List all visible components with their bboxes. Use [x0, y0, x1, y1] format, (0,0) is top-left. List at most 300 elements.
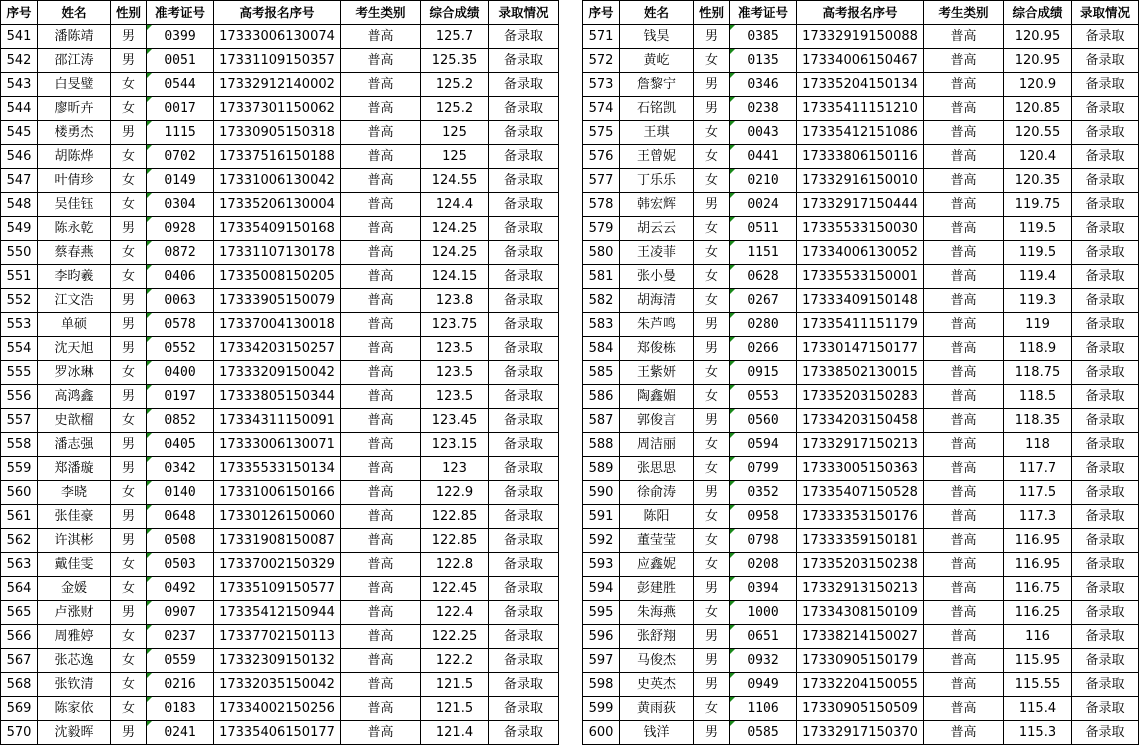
cell-name: 罗冰琳: [38, 361, 111, 385]
table-row: [1, 49, 559, 73]
cell-score: 124.25: [421, 241, 489, 265]
cell-status: 备录取: [489, 121, 559, 145]
cell-category: 普高: [924, 25, 1004, 49]
cell-status: 备录取: [489, 577, 559, 601]
cell-score: 123.45: [421, 409, 489, 433]
cell-category: 普高: [924, 169, 1004, 193]
cell-category: 普高: [924, 481, 1004, 505]
cell-reg-number: 17334006150467: [797, 49, 924, 73]
cell-name: 应鑫妮: [620, 553, 694, 577]
cell-category: 普高: [341, 289, 421, 313]
cell-exam-id: 0799: [730, 457, 797, 481]
cell-category: 普高: [341, 169, 421, 193]
cell-name: 张芯逸: [38, 649, 111, 673]
cell-gender: 女: [111, 73, 147, 97]
cell-category: 普高: [341, 121, 421, 145]
header-gender: 性别: [111, 1, 147, 25]
table-row: [1, 217, 559, 241]
cell-gender: 女: [694, 241, 730, 265]
cell-seq: 579: [583, 217, 620, 241]
cell-name: 廖昕卉: [38, 97, 111, 121]
cell-exam-id: 0400: [147, 361, 214, 385]
cell-name: 韩宏辉: [620, 193, 694, 217]
cell-seq: 555: [1, 361, 38, 385]
cell-name: 钱洋: [620, 721, 694, 745]
cell-reg-number: 17335411151210: [797, 97, 924, 121]
cell-score: 124.55: [421, 169, 489, 193]
cell-category: 普高: [924, 361, 1004, 385]
cell-status: 备录取: [1072, 97, 1139, 121]
header-gender: 性别: [694, 1, 730, 25]
cell-gender: 男: [111, 433, 147, 457]
cell-score: 119: [1004, 313, 1072, 337]
cell-reg-number: 17333209150042: [214, 361, 341, 385]
cell-seq: 566: [1, 625, 38, 649]
cell-gender: 女: [111, 145, 147, 169]
cell-exam-id: 0492: [147, 577, 214, 601]
table-row: [1, 265, 559, 289]
cell-name: 郑潘璇: [38, 457, 111, 481]
cell-exam-id: 0441: [730, 145, 797, 169]
table-row: [583, 529, 1139, 553]
table-row: [1, 169, 559, 193]
cell-score: 124.15: [421, 265, 489, 289]
cell-category: 普高: [341, 313, 421, 337]
table-row: [1, 505, 559, 529]
cell-score: 122.85: [421, 529, 489, 553]
cell-seq: 577: [583, 169, 620, 193]
header-exam-id: 准考证号: [730, 1, 797, 25]
cell-score: 117.5: [1004, 481, 1072, 505]
cell-gender: 女: [111, 649, 147, 673]
cell-reg-number: 17335409150168: [214, 217, 341, 241]
cell-reg-number: 17330905150179: [797, 649, 924, 673]
cell-category: 普高: [924, 337, 1004, 361]
cell-score: 116.95: [1004, 529, 1072, 553]
cell-reg-number: 17331006150166: [214, 481, 341, 505]
table-row: [583, 337, 1139, 361]
cell-exam-id: 0197: [147, 385, 214, 409]
cell-reg-number: 17330905150509: [797, 697, 924, 721]
cell-status: 备录取: [489, 73, 559, 97]
cell-name: 高鸿鑫: [38, 385, 111, 409]
cell-exam-id: 0578: [147, 313, 214, 337]
cell-seq: 554: [1, 337, 38, 361]
cell-seq: 583: [583, 313, 620, 337]
cell-reg-number: 17332913150213: [797, 577, 924, 601]
cell-seq: 559: [1, 457, 38, 481]
cell-status: 备录取: [489, 553, 559, 577]
cell-name: 王曾妮: [620, 145, 694, 169]
cell-gender: 女: [694, 601, 730, 625]
cell-seq: 584: [583, 337, 620, 361]
cell-status: 备录取: [1072, 145, 1139, 169]
cell-name: 陶鑫媚: [620, 385, 694, 409]
table-row: [1, 97, 559, 121]
cell-seq: 595: [583, 601, 620, 625]
cell-score: 120.9: [1004, 73, 1072, 97]
cell-score: 122.25: [421, 625, 489, 649]
cell-category: 普高: [924, 505, 1004, 529]
cell-status: 备录取: [1072, 169, 1139, 193]
cell-exam-id: 0559: [147, 649, 214, 673]
table-row: [583, 625, 1139, 649]
admission-table-left: [0, 0, 559, 745]
header-row: [1, 1, 559, 25]
cell-gender: 女: [111, 265, 147, 289]
cell-category: 普高: [341, 73, 421, 97]
header-reg-number: 高考报名序号: [214, 1, 341, 25]
cell-status: 备录取: [489, 625, 559, 649]
cell-gender: 男: [694, 73, 730, 97]
cell-exam-id: 0135: [730, 49, 797, 73]
cell-reg-number: 17332917150213: [797, 433, 924, 457]
cell-name: 陈家依: [38, 697, 111, 721]
cell-seq: 545: [1, 121, 38, 145]
cell-reg-number: 17337702150113: [214, 625, 341, 649]
cell-gender: 男: [694, 193, 730, 217]
cell-score: 119.5: [1004, 217, 1072, 241]
cell-status: 备录取: [489, 49, 559, 73]
cell-reg-number: 17334308150109: [797, 601, 924, 625]
cell-gender: 女: [111, 481, 147, 505]
cell-status: 备录取: [489, 505, 559, 529]
cell-seq: 576: [583, 145, 620, 169]
table-row: [1, 337, 559, 361]
cell-score: 122.4: [421, 601, 489, 625]
table-row: [1, 625, 559, 649]
cell-status: 备录取: [489, 169, 559, 193]
cell-exam-id: 0241: [147, 721, 214, 745]
table-row: [583, 721, 1139, 745]
cell-score: 124.25: [421, 217, 489, 241]
cell-gender: 男: [694, 313, 730, 337]
table-row: [583, 313, 1139, 337]
cell-name: 单硕: [38, 313, 111, 337]
cell-score: 121.5: [421, 697, 489, 721]
cell-status: 备录取: [1072, 481, 1139, 505]
cell-reg-number: 17335206130004: [214, 193, 341, 217]
table-row: [583, 241, 1139, 265]
table-row: [1, 193, 559, 217]
cell-seq: 562: [1, 529, 38, 553]
cell-name: 胡陈烨: [38, 145, 111, 169]
cell-status: 备录取: [1072, 241, 1139, 265]
cell-reg-number: 17334203150257: [214, 337, 341, 361]
table-row: [583, 649, 1139, 673]
cell-gender: 女: [694, 121, 730, 145]
table-row: [583, 193, 1139, 217]
admission-table-right: [582, 0, 1139, 745]
cell-score: 122.9: [421, 481, 489, 505]
header-status: 录取情况: [489, 1, 559, 25]
cell-score: 125.2: [421, 73, 489, 97]
table-row: [1, 385, 559, 409]
cell-score: 120.55: [1004, 121, 1072, 145]
cell-exam-id: 0508: [147, 529, 214, 553]
cell-gender: 男: [694, 337, 730, 361]
header-name: 姓名: [38, 1, 111, 25]
cell-score: 116.95: [1004, 553, 1072, 577]
cell-category: 普高: [924, 265, 1004, 289]
cell-gender: 男: [694, 649, 730, 673]
cell-seq: 587: [583, 409, 620, 433]
cell-status: 备录取: [489, 385, 559, 409]
cell-category: 普高: [924, 553, 1004, 577]
cell-exam-id: 0553: [730, 385, 797, 409]
cell-status: 备录取: [1072, 121, 1139, 145]
cell-name: 詹黎宁: [620, 73, 694, 97]
cell-seq: 565: [1, 601, 38, 625]
cell-exam-id: 0385: [730, 25, 797, 49]
cell-exam-id: 0183: [147, 697, 214, 721]
cell-category: 普高: [924, 193, 1004, 217]
cell-reg-number: 17335203150238: [797, 553, 924, 577]
table-body-left: [1, 25, 559, 745]
cell-name: 叶倩珍: [38, 169, 111, 193]
header-category: 考生类别: [341, 1, 421, 25]
table-row: [583, 577, 1139, 601]
cell-category: 普高: [924, 385, 1004, 409]
cell-score: 119.3: [1004, 289, 1072, 313]
cell-exam-id: 0560: [730, 409, 797, 433]
cell-reg-number: 17333006130071: [214, 433, 341, 457]
cell-seq: 596: [583, 625, 620, 649]
cell-score: 120.95: [1004, 25, 1072, 49]
cell-gender: 女: [111, 361, 147, 385]
table-row: [1, 73, 559, 97]
cell-gender: 女: [111, 409, 147, 433]
cell-reg-number: 17335407150528: [797, 481, 924, 505]
cell-gender: 女: [694, 457, 730, 481]
table-row: [583, 385, 1139, 409]
cell-gender: 女: [694, 385, 730, 409]
cell-seq: 556: [1, 385, 38, 409]
cell-reg-number: 17338214150027: [797, 625, 924, 649]
cell-seq: 542: [1, 49, 38, 73]
header-reg-number: 高考报名序号: [797, 1, 924, 25]
cell-status: 备录取: [1072, 577, 1139, 601]
cell-gender: 女: [111, 241, 147, 265]
table-row: [1, 241, 559, 265]
cell-exam-id: 0928: [147, 217, 214, 241]
cell-exam-id: 0872: [147, 241, 214, 265]
cell-name: 周洁丽: [620, 433, 694, 457]
table-row: [583, 145, 1139, 169]
cell-exam-id: 0798: [730, 529, 797, 553]
cell-score: 118.5: [1004, 385, 1072, 409]
cell-reg-number: 17334203150458: [797, 409, 924, 433]
cell-score: 118.9: [1004, 337, 1072, 361]
header-seq: 序号: [1, 1, 38, 25]
cell-gender: 男: [694, 577, 730, 601]
table-row: [583, 505, 1139, 529]
table-row: [1, 577, 559, 601]
cell-seq: 578: [583, 193, 620, 217]
table-row: [1, 121, 559, 145]
cell-category: 普高: [341, 25, 421, 49]
cell-name: 吴佳钰: [38, 193, 111, 217]
cell-name: 金媛: [38, 577, 111, 601]
cell-gender: 女: [694, 169, 730, 193]
cell-gender: 女: [694, 145, 730, 169]
cell-exam-id: 0405: [147, 433, 214, 457]
cell-seq: 581: [583, 265, 620, 289]
cell-status: 备录取: [1072, 313, 1139, 337]
cell-exam-id: 0628: [730, 265, 797, 289]
cell-seq: 567: [1, 649, 38, 673]
cell-name: 陈永乾: [38, 217, 111, 241]
cell-name: 郭俊言: [620, 409, 694, 433]
cell-status: 备录取: [1072, 649, 1139, 673]
cell-reg-number: 17332917150370: [797, 721, 924, 745]
header-score: 综合成绩: [421, 1, 489, 25]
cell-gender: 女: [111, 673, 147, 697]
table-row: [583, 457, 1139, 481]
cell-name: 石铭凯: [620, 97, 694, 121]
cell-seq: 569: [1, 697, 38, 721]
cell-reg-number: 17332916150010: [797, 169, 924, 193]
cell-seq: 574: [583, 97, 620, 121]
cell-reg-number: 17332204150055: [797, 673, 924, 697]
cell-exam-id: 0017: [147, 97, 214, 121]
cell-category: 普高: [341, 577, 421, 601]
cell-gender: 男: [111, 313, 147, 337]
cell-reg-number: 17334002150256: [214, 697, 341, 721]
cell-reg-number: 17333805150344: [214, 385, 341, 409]
table-row: [1, 433, 559, 457]
cell-score: 120.35: [1004, 169, 1072, 193]
cell-score: 123.5: [421, 361, 489, 385]
cell-category: 普高: [341, 481, 421, 505]
cell-category: 普高: [341, 217, 421, 241]
cell-reg-number: 17333806150116: [797, 145, 924, 169]
cell-status: 备录取: [1072, 409, 1139, 433]
cell-status: 备录取: [1072, 673, 1139, 697]
cell-exam-id: 0907: [147, 601, 214, 625]
cell-status: 备录取: [1072, 193, 1139, 217]
cell-status: 备录取: [1072, 217, 1139, 241]
cell-exam-id: 0280: [730, 313, 797, 337]
cell-name: 朱海燕: [620, 601, 694, 625]
cell-score: 118.35: [1004, 409, 1072, 433]
cell-gender: 女: [111, 193, 147, 217]
cell-category: 普高: [924, 433, 1004, 457]
cell-seq: 588: [583, 433, 620, 457]
cell-reg-number: 17335533150030: [797, 217, 924, 241]
cell-seq: 558: [1, 433, 38, 457]
cell-score: 115.4: [1004, 697, 1072, 721]
cell-name: 李晓: [38, 481, 111, 505]
cell-exam-id: 0544: [147, 73, 214, 97]
cell-status: 备录取: [489, 313, 559, 337]
cell-gender: 男: [111, 601, 147, 625]
cell-name: 张佳豪: [38, 505, 111, 529]
cell-status: 备录取: [1072, 433, 1139, 457]
cell-score: 115.55: [1004, 673, 1072, 697]
table-row: [583, 481, 1139, 505]
table-row: [583, 97, 1139, 121]
cell-status: 备录取: [489, 241, 559, 265]
cell-gender: 女: [111, 577, 147, 601]
header-status: 录取情况: [1072, 1, 1139, 25]
cell-gender: 女: [694, 553, 730, 577]
cell-status: 备录取: [489, 361, 559, 385]
table-row: [1, 145, 559, 169]
cell-exam-id: 0702: [147, 145, 214, 169]
cell-category: 普高: [924, 49, 1004, 73]
cell-name: 张舒翔: [620, 625, 694, 649]
cell-score: 122.85: [421, 505, 489, 529]
cell-category: 普高: [341, 625, 421, 649]
cell-gender: 女: [694, 697, 730, 721]
cell-exam-id: 0051: [147, 49, 214, 73]
cell-category: 普高: [924, 73, 1004, 97]
cell-reg-number: 17330905150318: [214, 121, 341, 145]
cell-score: 116.25: [1004, 601, 1072, 625]
cell-category: 普高: [924, 673, 1004, 697]
cell-status: 备录取: [489, 193, 559, 217]
cell-category: 普高: [341, 529, 421, 553]
cell-category: 普高: [341, 601, 421, 625]
cell-gender: 女: [694, 289, 730, 313]
cell-seq: 552: [1, 289, 38, 313]
cell-name: 张思思: [620, 457, 694, 481]
table-row: [583, 121, 1139, 145]
cell-name: 徐俞涛: [620, 481, 694, 505]
cell-score: 120.85: [1004, 97, 1072, 121]
table-row: [1, 313, 559, 337]
cell-name: 楼勇杰: [38, 121, 111, 145]
cell-reg-number: 17335204150134: [797, 73, 924, 97]
cell-exam-id: 0352: [730, 481, 797, 505]
cell-score: 125: [421, 145, 489, 169]
table-row: [1, 601, 559, 625]
cell-score: 120.95: [1004, 49, 1072, 73]
cell-exam-id: 0346: [730, 73, 797, 97]
cell-status: 备录取: [489, 529, 559, 553]
cell-category: 普高: [924, 697, 1004, 721]
cell-seq: 570: [1, 721, 38, 745]
cell-exam-id: 1106: [730, 697, 797, 721]
cell-name: 董莹莹: [620, 529, 694, 553]
cell-category: 普高: [924, 145, 1004, 169]
cell-reg-number: 17331006130042: [214, 169, 341, 193]
cell-seq: 580: [583, 241, 620, 265]
cell-exam-id: 0915: [730, 361, 797, 385]
cell-gender: 女: [111, 169, 147, 193]
cell-gender: 男: [694, 625, 730, 649]
cell-name: 郑俊栋: [620, 337, 694, 361]
cell-seq: 592: [583, 529, 620, 553]
cell-name: 潘志强: [38, 433, 111, 457]
table-row: [1, 25, 559, 49]
cell-status: 备录取: [1072, 361, 1139, 385]
table-row: [1, 289, 559, 313]
header-category: 考生类别: [924, 1, 1004, 25]
cell-status: 备录取: [489, 217, 559, 241]
cell-score: 125.2: [421, 97, 489, 121]
cell-reg-number: 17331107130178: [214, 241, 341, 265]
table-row: [1, 721, 559, 745]
cell-exam-id: 0406: [147, 265, 214, 289]
cell-exam-id: 0266: [730, 337, 797, 361]
cell-exam-id: 0399: [147, 25, 214, 49]
cell-reg-number: 17335411151179: [797, 313, 924, 337]
cell-category: 普高: [341, 409, 421, 433]
table-row: [1, 481, 559, 505]
cell-category: 普高: [341, 505, 421, 529]
